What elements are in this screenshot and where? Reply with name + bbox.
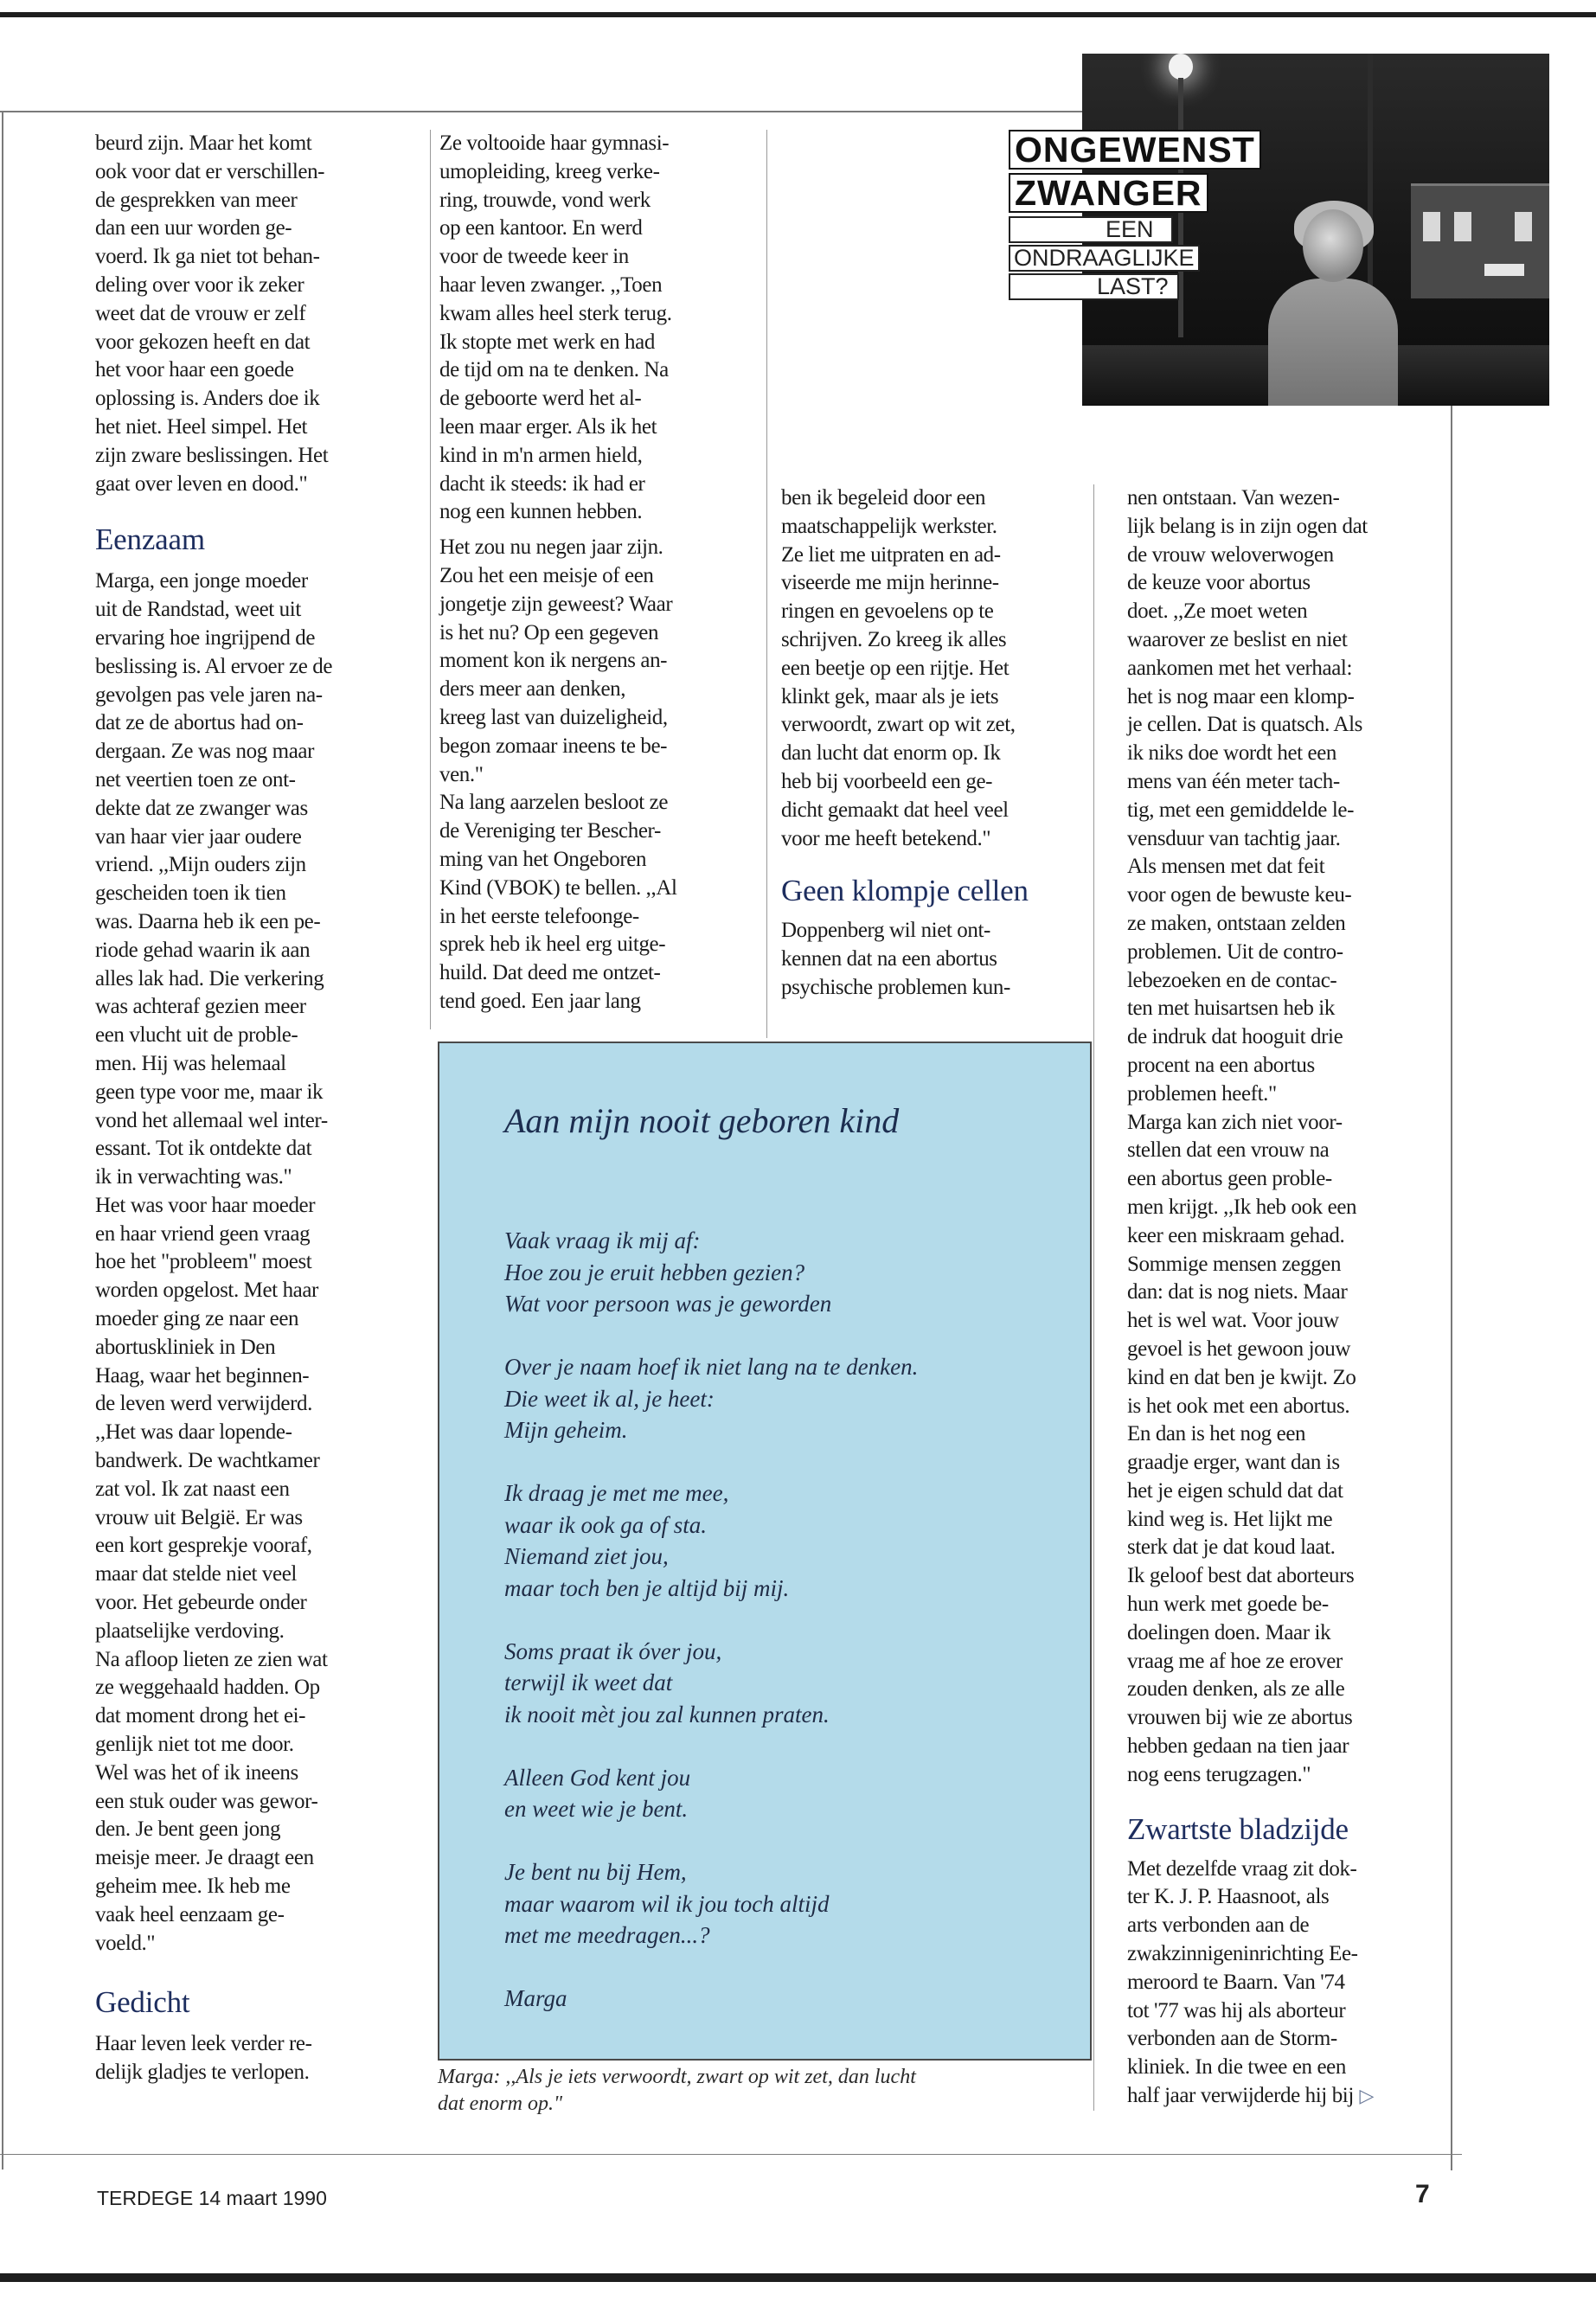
frame-top-line [0, 111, 1082, 112]
poem-line: Je bent nu bij Hem, [504, 1859, 687, 1885]
text-line: aankomen met het verhaal: [1127, 656, 1353, 680]
text-line: dacht ik steeds: ik had er [439, 471, 645, 496]
text-line: de geboorte werd het al- [439, 387, 642, 411]
text-line: een vlucht uit de proble- [95, 1023, 298, 1048]
text-line: maatschappelijk werkster. [781, 514, 997, 538]
text-line: schrijven. Zo kreeg ik alles [781, 627, 1007, 651]
column-separator [430, 130, 431, 1029]
text-line: dan: dat is nog niets. Maar [1127, 1280, 1348, 1304]
text-line: vriend. ,,Mijn ouders zijn [95, 853, 306, 877]
text-line: abortuskliniek in Den [95, 1335, 276, 1359]
text-line: voor ogen de bewuste keu- [1127, 883, 1352, 907]
poem-line: maar toch ben je altijd bij mij. [504, 1574, 790, 1601]
text-line: zat vol. Ik zat naast een [95, 1477, 290, 1501]
text-line: zwakzinnigeninrichting Ee- [1127, 1942, 1358, 1966]
text-line: klinkt gek, maar als je iets [781, 684, 999, 708]
article-column-4 [1127, 484, 1456, 2112]
text-line: plaatselijke verdoving. [95, 1618, 285, 1643]
page-number: 7 [1415, 2180, 1430, 2208]
text-line: Sommige mensen zeggen [1127, 1252, 1342, 1276]
text-line: mens van één meter tach- [1127, 769, 1340, 793]
poem-text [504, 1225, 918, 2015]
text-line: stellen dat een vrouw na [1127, 1138, 1330, 1163]
text-line: half jaar verwijderde hij bij ▷ [1127, 2084, 1375, 2108]
text-line: kind weg is. Het lijkt me [1127, 1507, 1333, 1531]
poem-line: Alleen God kent jou [504, 1764, 691, 1791]
text-line: Ze voltooide haar gymnasi- [439, 131, 670, 155]
text-line: meisje meer. Je draagt een [95, 1846, 314, 1870]
continued-arrow-icon: ▷ [1353, 2086, 1375, 2108]
subtitle-line-2: ONDRAAGLIJKE [1009, 245, 1200, 272]
text-line: leen maar erger. Als ik het [439, 414, 657, 439]
text-line: Kind (VBOK) te bellen. ,,Al [439, 875, 677, 900]
poem-title: Aan mijn nooit geboren kind [504, 1101, 900, 1140]
subtitle-line-3: LAST? [1009, 273, 1179, 300]
paragraph [95, 567, 407, 1958]
poem-line: Niemand ziet jou, [504, 1543, 669, 1569]
section-heading-eenzaam: Eenzaam [95, 522, 205, 557]
poem-line: terwijl ik weet dat [504, 1670, 673, 1695]
poem-line: Hoe zou je eruit hebben gezien? [504, 1259, 805, 1285]
text-line: weet dat de vrouw er zelf [95, 301, 306, 325]
text-line: tend goed. Een jaar lang [439, 989, 641, 1013]
text-line: was achteraf gezien meer [95, 995, 306, 1019]
text-line: tot '77 was hij als aborteur [1127, 1998, 1346, 2022]
text-line: kreeg last van duizeligheid, [439, 705, 668, 729]
text-line: hoe het "probleem" moest [95, 1250, 312, 1274]
text-line: de tijd om na te denken. Na [439, 358, 669, 382]
text-line: gevolgen pas vele jaren na- [95, 683, 323, 707]
text-line: ringen en gevoelens op te [781, 599, 994, 624]
text-line: dicht gemaakt dat heel veel [781, 798, 1009, 822]
text-line: den. Je bent geen jong [95, 1817, 281, 1842]
text-line: delijk gladjes te verlopen. [95, 2061, 310, 2085]
text-line: Het zou nu negen jaar zijn. [439, 535, 663, 560]
stanza-gap [504, 1825, 918, 1857]
publication-footer: TERDEGE 14 maart 1990 [97, 2187, 327, 2209]
text-line: voor gekozen heeft en dat [95, 330, 311, 354]
article-column-2 [439, 130, 760, 1016]
text-line: het je eigen schuld dat dat [1127, 1478, 1343, 1503]
text-line: Met dezelfde vraag zit dok- [1127, 1856, 1357, 1881]
text-line: ring, trouwde, vond werk [439, 188, 651, 212]
text-line: kennen dat na een abortus [781, 947, 997, 971]
article-column-1 [95, 130, 407, 2087]
text-line: de Vereniging ter Bescher- [439, 819, 661, 843]
poem-line: Ik draag je met me mee, [504, 1480, 729, 1506]
text-line: gescheiden toen ik tien [95, 881, 286, 906]
text-line: de keuze voor abortus [1127, 571, 1311, 595]
text-line: ben ik begeleid door een [781, 486, 986, 510]
text-line: uit de Randstad, weet uit [95, 598, 301, 622]
text-line: vraag me af hoe ze erover [1127, 1649, 1343, 1673]
text-line: vrouwen bij wie ze abortus [1127, 1706, 1353, 1730]
headline-line-2: ZWANGER [1009, 173, 1208, 213]
text-line: gaat over leven en dood." [95, 471, 308, 496]
top-rule [0, 12, 1596, 17]
text-line: Marga kan zich niet voor- [1127, 1110, 1343, 1134]
text-line: nen ontstaan. Van wezen- [1127, 486, 1340, 510]
text-line: voor me heeft betekend." [781, 826, 991, 850]
text-line: Als mensen met dat feit [1127, 855, 1325, 879]
train-window [1454, 212, 1471, 241]
text-line: ders meer aan denken, [439, 677, 626, 702]
text-line: beslissing is. Al ervoer ze de [95, 654, 333, 678]
poem-line: Vaak vraag ik mij af: [504, 1227, 701, 1253]
text-line: moeder ging ze naar een [95, 1307, 299, 1331]
text-line: hun werk met goede be- [1127, 1593, 1329, 1617]
text-line: ervaring hoe ingrijpend de [95, 625, 316, 650]
text-line: problemen. Uit de contro- [1127, 939, 1343, 964]
text-line: voor de tweede keer in [439, 245, 629, 269]
paragraph [439, 534, 760, 1016]
text-line: Na lang aarzelen besloot ze [439, 791, 669, 815]
text-line: een stuk ouder was gewor- [95, 1789, 318, 1813]
text-line: het niet. Heel simpel. Het [95, 414, 308, 439]
text-line: heb bij voorbeeld een ge- [781, 769, 993, 793]
stanza-gap [504, 1952, 918, 1984]
paragraph [781, 917, 1093, 1002]
paragraph [1127, 484, 1456, 1790]
text-line: je cellen. Dat is quatsch. Als [1127, 713, 1362, 737]
text-line: het is wel wat. Voor jouw [1127, 1309, 1339, 1333]
text-line: geen type voor me, maar ik [95, 1080, 324, 1104]
text-line: deling over voor ik zeker [95, 272, 304, 297]
bottom-rule [0, 2273, 1596, 2282]
paragraph [781, 484, 1093, 853]
text-line: haar leven zwanger. ,,Toen [439, 272, 663, 297]
text-line: problemen heeft." [1127, 1081, 1277, 1106]
photo-caption [438, 2064, 1078, 2118]
text-line: viseerde me mijn herinne- [781, 571, 999, 595]
text-line: kind en dat ben je kwijt. Zo [1127, 1365, 1356, 1389]
text-line: psychische problemen kun- [781, 975, 1010, 999]
text-line: en haar vriend geen vraag [95, 1221, 311, 1246]
poem-line: Wat voor persoon was je geworden [504, 1291, 832, 1317]
column-separator [766, 130, 767, 1038]
text-line: sterk dat je dat koud laat. [1127, 1535, 1336, 1560]
poem-line: Die weet ik al, je heet: [504, 1385, 715, 1412]
text-line: dan lucht dat enorm op. Ik [781, 741, 1001, 766]
text-line: worden opgelost. Met haar [95, 1279, 318, 1303]
text-line: de gesprekken van meer [95, 188, 298, 212]
text-line: dat ze de abortus had on- [95, 711, 304, 735]
text-line: Zou het een meisje of een [439, 563, 654, 587]
text-line: het voor haar een goede [95, 358, 294, 382]
text-line: graadje erger, want dan is [1127, 1451, 1340, 1475]
poem-line: maar waarom wil ik jou toch altijd [504, 1890, 830, 1917]
caption-line: dat enorm op." [438, 2093, 563, 2115]
text-line: nog eens terugzagen." [1127, 1762, 1311, 1786]
text-line: een beetje op een rijtje. Het [781, 656, 1010, 680]
text-line: Haag, waar het beginnen- [95, 1363, 310, 1388]
poem-line: ik nooit mèt jou zal kunnen praten. [504, 1701, 830, 1727]
text-line: Ze liet me uitpraten en ad- [781, 542, 1001, 567]
train-window [1423, 212, 1440, 241]
poem-line: Over je naam hoef ik niet lang na te denken. [504, 1354, 919, 1380]
train [1411, 183, 1549, 298]
text-line: Marga, een jonge moeder [95, 569, 308, 593]
text-line: doelingen doen. Maar ik [1127, 1620, 1331, 1644]
paragraph [1127, 1856, 1456, 2112]
poem-signature: Marga [504, 1985, 567, 2011]
text-line: umopleiding, kreeg verke- [439, 159, 660, 183]
text-line: een abortus geen proble- [1127, 1167, 1332, 1191]
text-line: alles lak had. Die verkering [95, 966, 324, 990]
text-line: nog een kunnen hebben. [439, 500, 643, 524]
text-line: vensduur van tachtig jaar. [1127, 826, 1341, 850]
text-line: begon zomaar ineens te be- [439, 734, 668, 758]
paragraph [95, 2030, 407, 2087]
text-line: voerd. Ik ga niet tot behan- [95, 245, 320, 269]
text-line: van haar vier jaar oudere [95, 824, 302, 849]
headline-line-1: ONGEWENST [1009, 130, 1261, 170]
poem-line: met me meedragen...? [504, 1922, 710, 1948]
poem-line: en weet wie je bent. [504, 1796, 689, 1822]
text-line: ming van het Ongeboren [439, 847, 647, 871]
text-line: Ik stopte met werk en had [439, 330, 655, 354]
text-line: oplossing is. Anders doe ik [95, 387, 320, 411]
stanza-gap [504, 1604, 918, 1636]
text-line: dat moment drong het ei- [95, 1704, 306, 1728]
text-line: Na afloop lieten ze zien wat [95, 1647, 328, 1671]
text-line: gevoel is het gewoon jouw [1127, 1336, 1351, 1361]
text-line: tig, met een gemiddelde le- [1127, 798, 1355, 822]
text-line: kwam alles heel sterk terug. [439, 301, 672, 325]
text-line: ten met huisartsen heb ik [1127, 997, 1335, 1021]
text-line: vond het allemaal wel inter- [95, 1108, 328, 1132]
text-line: men krijgt. ,,Ik heb ook een [1127, 1195, 1357, 1219]
text-line: meroord te Baarn. Van '74 [1127, 1970, 1345, 1994]
text-line: sprek heb ik heel erg uitge- [439, 933, 666, 957]
text-line: jongetje zijn geweest? Waar [439, 592, 673, 616]
text-line: essant. Tot ik ontdekte dat [95, 1137, 312, 1161]
text-line: Ik geloof best dat aborteurs [1127, 1564, 1355, 1588]
subtitle-line-1: EEN [1009, 216, 1173, 243]
text-line: beurd zijn. Maar het komt [95, 131, 312, 155]
text-line: de indruk dat hooguit drie [1127, 1025, 1343, 1049]
text-line: Doppenberg wil niet ont- [781, 919, 990, 943]
text-line: lijk belang is in zijn ogen dat [1127, 514, 1368, 538]
text-line: het is nog maar een klomp- [1127, 684, 1355, 708]
frame-left-line [2, 111, 3, 2170]
text-line: maar dat stelde niet veel [95, 1562, 297, 1586]
text-line: dekte dat ze zwanger was [95, 796, 308, 820]
section-heading-geen-klompje-cellen: Geen klompje cellen [781, 874, 1029, 908]
text-line: ze weggehaald hadden. Op [95, 1676, 320, 1700]
text-line: waarover ze beslist en niet [1127, 627, 1348, 651]
text-line: de vrouw weloverwogen [1127, 542, 1334, 567]
text-line: dan een uur worden ge- [95, 216, 292, 240]
stanza-gap [504, 1446, 918, 1478]
poem-line: waar ik ook ga of sta. [504, 1511, 707, 1538]
article-column-3 [781, 484, 1093, 1003]
text-line: men. Hij was helemaal [95, 1051, 286, 1075]
text-line: ze maken, ontstaan zelden [1127, 911, 1346, 935]
text-line: moment kon ik nergens an- [439, 649, 668, 673]
text-line: voor. Het gebeurde onder [95, 1591, 307, 1615]
text-line: dergaan. Ze was nog maar [95, 740, 315, 764]
paragraph [95, 130, 407, 498]
text-line: ook voor dat er verschillen- [95, 159, 325, 183]
text-line: zouden denken, als ze alle [1127, 1677, 1345, 1702]
text-line: huild. Dat deed me ontzet- [439, 961, 661, 985]
text-line: lebezoeken en de contac- [1127, 968, 1337, 992]
text-line: ik niks doe wordt het een [1127, 741, 1337, 766]
frame-bottom-line [0, 2154, 1462, 2155]
text-line: Wel was het of ik ineens [95, 1760, 298, 1785]
stanza-gap [504, 1730, 918, 1762]
column-separator [1093, 484, 1094, 2111]
text-line: Haar leven leek verder re- [95, 2032, 312, 2056]
text-line: kliniek. In die twee en een [1127, 2055, 1346, 2080]
text-line: is het ook met een abortus. [1127, 1394, 1350, 1418]
text-line: op een kantoor. En werd [439, 216, 643, 240]
text-line: verwoordt, zwart op wit zet, [781, 713, 1016, 737]
text-line: hebben gedaan na tien jaar [1127, 1734, 1349, 1759]
stanza-gap [504, 1320, 918, 1352]
text-line: net veertien toen ze ont- [95, 767, 296, 792]
text-line: geheim mee. Ik heb me [95, 1875, 291, 1899]
poem-line: Mijn geheim. [504, 1417, 628, 1443]
text-line: arts verbonden aan de [1127, 1913, 1310, 1938]
text-line: doet. ,,Ze moet weten [1127, 599, 1308, 624]
poem-line: Soms praat ik óver jou, [504, 1638, 722, 1664]
text-line: ik in verwachting was." [95, 1165, 292, 1189]
text-line: En dan is het nog een [1127, 1422, 1306, 1446]
text-line: is het nu? Op een gegeven [439, 620, 659, 644]
text-line: Het was voor haar moeder [95, 1193, 316, 1217]
section-heading-gedicht: Gedicht [95, 1985, 190, 2020]
text-line: verbonden aan de Storm- [1127, 2027, 1337, 2051]
text-line: vrouw uit België. Er was [95, 1505, 303, 1529]
text-line: ,,Het was daar lopende- [95, 1420, 292, 1445]
text-line: een kort gesprekje vooraf, [95, 1534, 312, 1558]
section-heading-zwartste-bladzijde: Zwartste bladzijde [1127, 1811, 1349, 1846]
text-line: bandwerk. De wachtkamer [95, 1449, 320, 1473]
text-line: riode gehad waarin ik aan [95, 938, 311, 962]
caption-line: Marga: ,,Als je iets verwoordt, zwart op wit zet, dan lucht [438, 2066, 916, 2088]
text-line: zijn zware beslissingen. Het [95, 443, 329, 467]
text-line: kind in m'n armen hield, [439, 443, 643, 467]
text-line: de leven werd verwijderd. [95, 1392, 312, 1416]
text-line: voeld." [95, 1931, 156, 1955]
text-line: vaak heel eenzaam ge- [95, 1902, 285, 1926]
text-line: genlijk niet tot me door. [95, 1733, 294, 1757]
headline-overlay [1009, 130, 1355, 320]
text-line: ven." [439, 762, 484, 786]
text-line: in het eerste telefoonge- [439, 904, 639, 928]
train-sign [1484, 264, 1524, 276]
text-line: keer een miskraam gehad. [1127, 1223, 1345, 1247]
train-window [1515, 212, 1532, 241]
poem-box [438, 1042, 1092, 2061]
paragraph [439, 130, 760, 527]
text-line: was. Daarna heb ik een pe- [95, 909, 321, 933]
text-line: procent na een abortus [1127, 1053, 1315, 1077]
street-lamp [1169, 54, 1193, 80]
text-line: ter K. J. P. Haasnoot, als [1127, 1885, 1330, 1909]
